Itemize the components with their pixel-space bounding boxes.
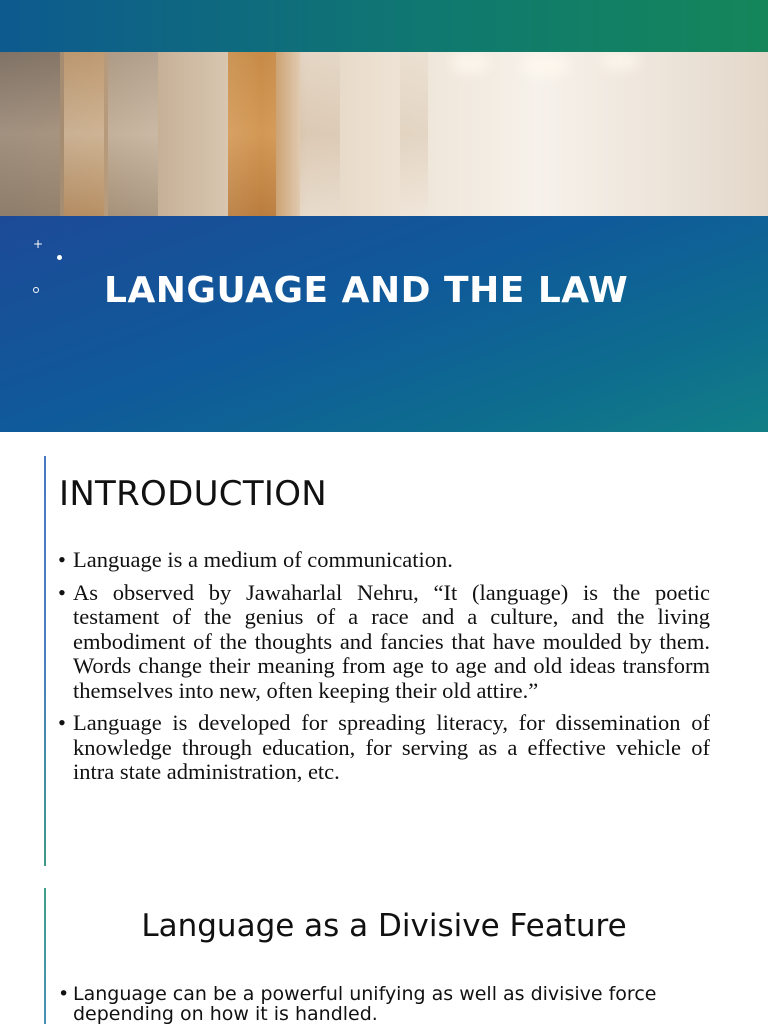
top-gradient-band (0, 0, 768, 52)
divisive-feature-slide (0, 884, 768, 1024)
introduction-bullet-list (58, 548, 710, 793)
bullet-item: • Language is a medium of communication. (58, 548, 710, 573)
title-slide (0, 0, 768, 432)
plus-decoration-icon: + (33, 237, 44, 251)
bullet-item: • As observed by Jawaharlal Nehru, “It (language) is the poetic testament of the genius of a race and a culture, and the living embodiment of the thoughts and fancies that have moulded by them. Words change their meaning from age to age and old ideas transform themselves into new, often keeping their old attire.” (58, 581, 710, 704)
bullet-item: • Language is developed for spreading literacy, for dissemination of knowledge through education, for serving as a effective vehicle of intra state administration, etc. (58, 711, 710, 785)
dot-decoration-icon (57, 255, 62, 260)
slide-title: LANGUAGE AND THE LAW (104, 270, 629, 311)
introduction-slide (0, 432, 768, 884)
left-accent-line (44, 456, 46, 866)
divisive-bullet-list (58, 984, 698, 1024)
ring-decoration-icon (33, 287, 39, 293)
introduction-heading: INTRODUCTION (59, 474, 328, 514)
library-bookshelf-photo (0, 52, 768, 216)
bullet-item: • Language can be a powerful unifying as well as divisive force depending on how it is handled. (58, 984, 698, 1024)
divisive-feature-heading: Language as a Divisive Feature (141, 908, 627, 944)
title-panel (0, 216, 768, 432)
